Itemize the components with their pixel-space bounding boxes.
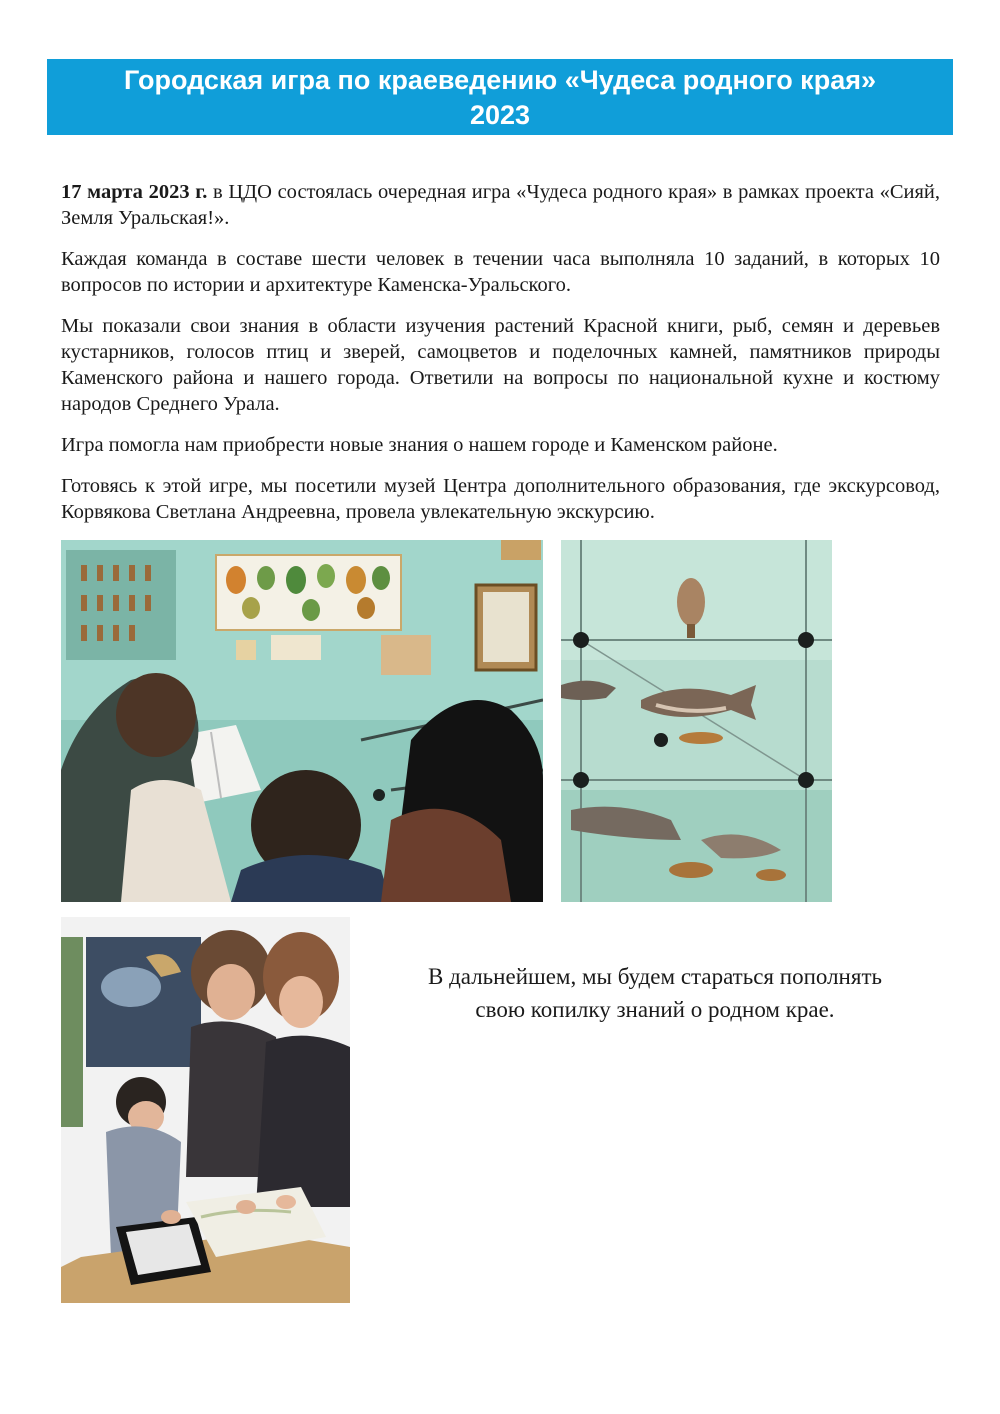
page-title-line1: Городская игра по краеведению «Чудеса родного края» xyxy=(124,65,876,95)
fish-exhibit-photo xyxy=(561,540,832,902)
museum-visit-photo xyxy=(61,540,543,902)
page-title-line2: 2023 xyxy=(469,100,531,130)
paragraph-4: Игра помогла нам приобрести новые знания о нашем городе и Каменском районе. xyxy=(61,434,778,456)
closing-line-2: свою копилку знаний о родном крае. xyxy=(475,997,835,1022)
event-date: 17 марта 2023 г. xyxy=(61,181,208,203)
paragraph-1 xyxy=(61,179,940,231)
paragraph-2: Каждая команда в составе шести человек в течении часа выполняла 10 заданий, в которых 10 вопросов по истории и архитектуре Каменска-Уральского. xyxy=(61,248,940,296)
closing-line-1: В дальнейшем, мы будем стараться пополнять xyxy=(428,964,882,989)
closing-statement xyxy=(365,960,945,1026)
paragraph-5: Готовясь к этой игре, мы посетили музей Центра дополнительного образования, где экскурсовод, Корвякова Светлана Андреевна, провела увлекательную экскурсию. xyxy=(61,475,940,523)
page-title-banner xyxy=(47,59,953,135)
paragraph-1-text: в ЦДО состоялась очередная игра «Чудеса родного края» в рамках проекта «Сияй, Земля Уральская!». xyxy=(61,181,940,229)
children-working-photo xyxy=(61,917,350,1303)
article-body xyxy=(61,179,940,540)
paragraph-3: Мы показали свои знания в области изучения растений Красной книги, рыб, семян и деревьев кустарников, голосов птиц и зверей, самоцветов и поделочных камней, памятников природы Каменского района и нашего города. Ответили на вопросы по национальной кухне и костюму народов Среднего Урала. xyxy=(61,315,940,415)
